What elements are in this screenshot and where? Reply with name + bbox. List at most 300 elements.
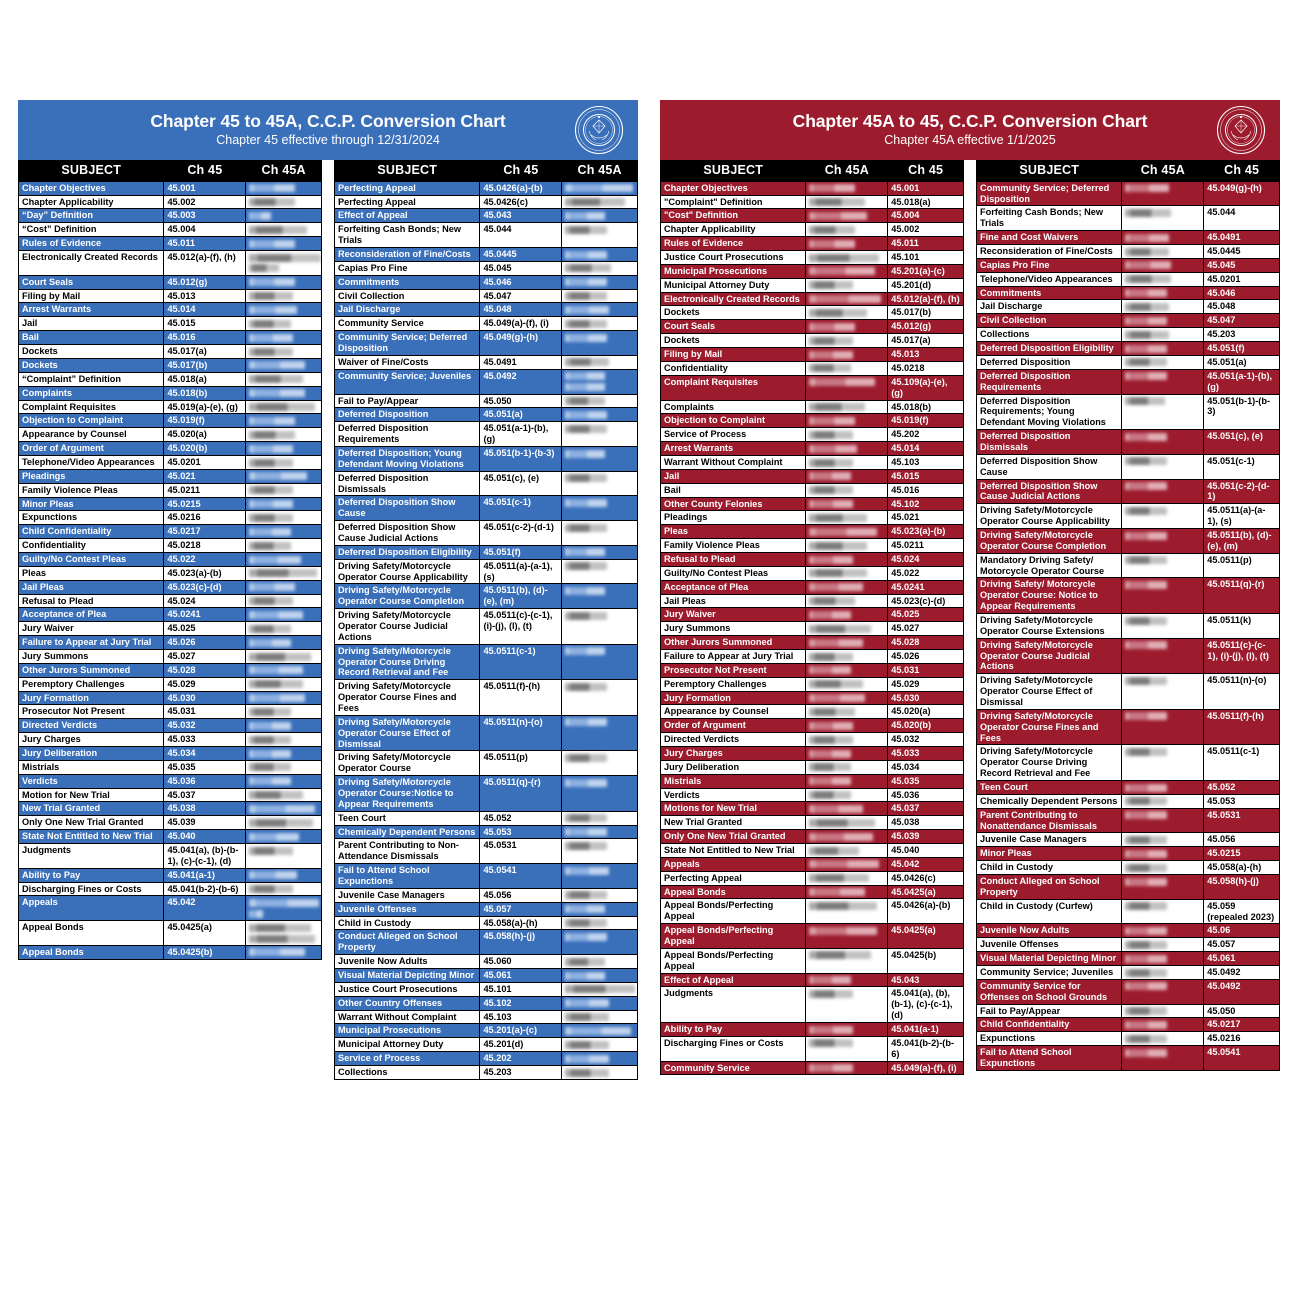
cell-subject: Ability to Pay [19,868,164,882]
redacted-value [565,933,607,941]
cell-ch45a [1122,479,1204,504]
cell-subject: State Not Entitled to New Trial [661,844,806,858]
redacted-value [249,611,303,619]
redacted-value [249,639,291,647]
redacted-value [249,833,299,841]
cell-ch45a [806,511,888,525]
table-row [19,483,322,497]
cell-ch45a [1122,394,1204,430]
cell-ch45a [806,924,888,949]
table-row [19,622,322,636]
cell-ch45: 45.051(c), (e) [1204,430,1280,455]
cell-ch45: 45.051(b-1)-(b-3) [1204,394,1280,430]
cell-ch45: 45.0492 [1204,979,1280,1004]
cell-ch45: 45.022 [164,552,246,566]
redacted-value [249,569,317,577]
right-conversion-table-a [660,160,964,1075]
cell-ch45a [1122,355,1204,369]
cell-ch45: 45.058(h)-(j) [1204,875,1280,900]
table-row [661,195,964,209]
cell-ch45: 45.002 [164,195,246,209]
cell-subject: Justice Court Prosecutions [335,982,480,996]
cell-ch45a [1122,1032,1204,1046]
cell-subject: Teen Court [335,811,480,825]
cell-subject: Conduct Alleged on School Property [335,930,480,955]
table-row [19,580,322,594]
cell-ch45: 45.061 [480,969,562,983]
cell-ch45: 45.012(g) [888,320,964,334]
table-row [661,844,964,858]
table-row [661,223,964,237]
redacted-value [565,306,609,314]
cell-ch45: 45.0426(c) [480,195,562,209]
table-row [661,885,964,899]
cell-ch45: 45.0511(q)-(r) [1204,578,1280,614]
table-row [977,808,1280,833]
table-row [661,649,964,663]
table-row [977,394,1280,430]
cell-ch45: 45.051(f) [1204,342,1280,356]
cell-ch45a [806,181,888,195]
left-chart-column-b [334,160,638,1080]
cell-ch45a [562,289,638,303]
cell-subject: Mandatory Driving Safety/ Motorcycle Operator Course [977,553,1122,578]
table-row [335,751,638,776]
cell-ch45: 45.0511(a)-(a-1), (s) [480,559,562,584]
table-row [977,1004,1280,1018]
cell-subject: Other Jurors Summoned [661,636,806,650]
cell-subject: Family Violence Pleas [661,539,806,553]
cell-ch45: 45.014 [888,442,964,456]
table-row [977,231,1280,245]
cell-ch45: 45.036 [888,788,964,802]
cell-subject: Community Service [661,1061,806,1075]
table-row [19,400,322,414]
redacted-value [249,445,293,453]
cell-ch45: 45.012(a)-(f), (h) [164,251,246,276]
cell-ch45a [1122,342,1204,356]
cell-ch45: 45.056 [1204,833,1280,847]
cell-ch45: 45.041(a), (b)-(b-1), (c)-(c-1), (d) [164,844,246,869]
cell-ch45: 45.029 [164,677,246,691]
cell-ch45: 45.0541 [1204,1046,1280,1071]
table-row [661,552,964,566]
cell-subject: Jury Formation [661,691,806,705]
cell-subject: Judgments [661,987,806,1023]
cell-ch45: 45.011 [164,237,246,251]
cell-subject: Dockets [661,334,806,348]
cell-ch45a [246,816,322,830]
cell-ch45: 45.030 [164,691,246,705]
cell-ch45a [806,414,888,428]
cell-subject: Child in Custody [977,861,1122,875]
table-row [335,888,638,902]
cell-ch45: 45.0511(f)-(h) [480,680,562,716]
table-row [19,195,322,209]
cell-ch45: 45.0511(a)-(a-1), (s) [1204,504,1280,529]
table-row [19,733,322,747]
table-row [977,861,1280,875]
cell-ch45: 45.033 [888,746,964,760]
left-conversion-table-b [334,160,638,1080]
cell-ch45a [806,195,888,209]
cell-ch45a [1122,899,1204,924]
table-row [335,715,638,751]
cell-ch45: 45.0511(k) [1204,613,1280,638]
redacted-value [565,1041,609,1049]
cell-ch45: 45.028 [888,636,964,650]
cell-subject: Deferred Disposition Dismissals [977,430,1122,455]
redacted-value [565,184,633,192]
cell-ch45: 45.048 [480,303,562,317]
table-row [977,300,1280,314]
table-row [19,802,322,816]
cell-ch45a [562,422,638,447]
table-row [335,408,638,422]
cell-ch45a [806,844,888,858]
table-row [661,181,964,195]
cell-subject: Justice Court Prosecutions [661,251,806,265]
cell-subject: Pleas [19,566,164,580]
cell-subject: Juvenile Case Managers [977,833,1122,847]
redacted-value [249,361,305,369]
cell-ch45a [246,719,322,733]
cell-subject: Community Service; Juveniles [335,369,480,394]
cell-subject: Electronically Created Records [661,292,806,306]
redacted-value [565,1055,609,1063]
cell-ch45: 45.0445 [1204,245,1280,259]
cell-subject: Chemically Dependent Persons [335,825,480,839]
cell-ch45: 45.059 (repealed 2023) [1204,899,1280,924]
cell-ch45a [1122,966,1204,980]
cell-ch45a [1122,674,1204,710]
cell-subject: Juvenile Case Managers [335,888,480,902]
table-row [19,705,322,719]
cell-subject: Collections [977,328,1122,342]
cell-ch45: 45.013 [164,289,246,303]
cell-ch45: 45.001 [888,181,964,195]
cell-subject: Driving Safety/Motorcycle Operator Course Fines and Fees [335,680,480,716]
cell-ch45a [1122,847,1204,861]
cell-ch45: 45.056 [480,888,562,902]
table-row [19,636,322,650]
cell-ch45: 45.0425(a) [888,924,964,949]
redacted-value [249,736,291,744]
cell-ch45: 45.019(f) [164,414,246,428]
redacted-value [249,885,293,893]
redacted-value [565,1013,609,1021]
table-row [335,195,638,209]
cell-ch45a [806,1036,888,1061]
redacted-value [249,264,279,272]
cell-ch45: 45.103 [888,455,964,469]
cell-ch45: 45.015 [164,317,246,331]
cell-subject: Failure to Appear at Jury Trial [661,649,806,663]
redacted-value [565,814,607,822]
cell-ch45a [246,566,322,580]
table-row [335,545,638,559]
cell-ch45a [806,209,888,223]
cell-ch45a [1122,300,1204,314]
redacted-value [249,597,293,605]
cell-ch45: 45.051(b-1)-(b-3) [480,446,562,471]
redacted-value [249,184,295,192]
cell-subject: Peremptory Challenges [661,677,806,691]
cell-ch45: 45.0511(c-1) [1204,745,1280,781]
table-row [977,924,1280,938]
cell-ch45a [562,545,638,559]
table-row [335,916,638,930]
cell-ch45a [1122,745,1204,781]
cell-ch45a [1122,454,1204,479]
cell-ch45: 45.048 [1204,300,1280,314]
cell-subject: Jail Pleas [661,594,806,608]
cell-ch45a [246,802,322,816]
cell-ch45a [562,776,638,812]
cell-ch45: 45.0215 [1204,847,1280,861]
cell-subject: Objection to Complaint [661,414,806,428]
table-row [977,794,1280,808]
cell-ch45: 45.0211 [164,483,246,497]
cell-subject: Arrest Warrants [19,303,164,317]
redacted-value [565,383,605,391]
cell-subject: Reconsideration of Fine/Costs [977,245,1122,259]
cell-ch45a [806,580,888,594]
cell-ch45a [806,292,888,306]
cell-ch45a [562,982,638,996]
cell-ch45: 45.051(f) [480,545,562,559]
redacted-value [565,891,607,899]
cell-ch45: 45.041(b-2)-(b-6) [888,1036,964,1061]
redacted-value [249,708,291,716]
cell-ch45a [806,871,888,885]
table-row [661,871,964,885]
table-row [19,774,322,788]
cell-ch45: 45.025 [164,622,246,636]
cell-ch45a [1122,245,1204,259]
col-header-ch45a: Ch 45A [246,161,322,182]
col-header-subject: SUBJECT [977,161,1122,182]
cell-subject: Jail Discharge [977,300,1122,314]
table-row [661,375,964,400]
cell-ch45a [1122,861,1204,875]
cell-ch45: 45.017(a) [164,345,246,359]
table-row [19,372,322,386]
cell-ch45a [1122,181,1204,206]
cell-ch45a [806,400,888,414]
table-header-row [335,161,638,182]
cell-ch45: 45.042 [888,857,964,871]
cell-ch45: 45.050 [480,394,562,408]
right-conversion-table-b [976,160,1280,1071]
table-row [661,987,964,1023]
table-row [335,394,638,408]
cell-ch45a [246,209,322,223]
cell-ch45: 45.0492 [480,369,562,394]
right-chart-column-b [976,160,1280,1075]
table-row [661,483,964,497]
cell-ch45: 45.0215 [164,497,246,511]
table-row [661,455,964,469]
cell-ch45: 45.027 [164,649,246,663]
cell-subject: Waiver of Fine/Costs [335,355,480,369]
table-row [19,677,322,691]
table-row [19,428,322,442]
cell-subject: Confidentiality [19,539,164,553]
cell-subject: Community Service for Offenses on School Grounds [977,979,1122,1004]
cell-ch45: 45.012(a)-(f), (h) [888,292,964,306]
cell-subject: Driving Safety/ Motorcycle Operator Course: Notice to Appear Requirements [977,578,1122,614]
redacted-value [565,1069,609,1077]
table-row [19,317,322,331]
table-row [19,566,322,580]
cell-ch45a [806,608,888,622]
table-row [19,945,322,959]
cell-subject: Deferred Disposition Show Cause [335,496,480,521]
cell-ch45: 45.026 [164,636,246,650]
cell-ch45a [562,1024,638,1038]
left-conversion-table-a [18,160,322,960]
cell-subject: Prosecutor Not Present [19,705,164,719]
cell-ch45a [562,369,638,394]
cell-subject: Electronically Created Records [19,251,164,276]
cell-ch45: 45.051(c-1) [480,496,562,521]
cell-subject: Acceptance of Plea [661,580,806,594]
cell-ch45: 45.035 [888,774,964,788]
cell-ch45a [246,181,322,195]
redacted-value [249,924,311,932]
cell-subject: Judgments [19,844,164,869]
redacted-value [565,842,607,850]
cell-ch45a [246,580,322,594]
table-row [19,414,322,428]
table-row [335,1024,638,1038]
cell-subject: Capias Pro Fine [977,258,1122,272]
cell-ch45a [1122,528,1204,553]
col-header-ch45: Ch 45 [1204,161,1280,182]
cell-ch45: 45.0511(b), (d)-(e), (m) [480,584,562,609]
cell-subject: Driving Safety/Motorcycle Operator Course Judicial Actions [977,638,1122,674]
cell-ch45: 45.0426(a)-(b) [480,181,562,195]
table-row [661,636,964,650]
table-row [977,528,1280,553]
table-row [19,816,322,830]
redacted-value [249,459,293,467]
cell-ch45: 45.060 [480,955,562,969]
cell-ch45a [562,317,638,331]
cell-ch45: 45.202 [480,1052,562,1066]
cell-subject: Municipal Attorney Duty [661,278,806,292]
cell-ch45: 45.020(b) [164,442,246,456]
left-chart-title: Chapter 45 to 45A, C.C.P. Conversion Chart [150,111,506,131]
cell-ch45a [1122,794,1204,808]
cell-ch45: 45.049(a)-(f), (i) [480,317,562,331]
cell-subject: Appeal Bonds/Perfecting Appeal [661,924,806,949]
cell-ch45: 45.101 [480,982,562,996]
cell-ch45: 45.049(g)-(h) [1204,181,1280,206]
table-row [661,677,964,691]
table-row [335,248,638,262]
cell-subject: Civil Collection [977,314,1122,328]
cell-ch45: 45.0216 [1204,1032,1280,1046]
cell-ch45a [246,442,322,456]
cell-ch45a [806,306,888,320]
cell-ch45a [246,400,322,414]
cell-ch45: 45.016 [164,331,246,345]
cell-ch45a [806,705,888,719]
redacted-value [565,212,605,220]
table-row [335,902,638,916]
cell-ch45: 45.041(a-1) [888,1023,964,1037]
cell-subject: Complaint Requisites [19,400,164,414]
cell-ch45: 45.051(c-2)-(d-1) [480,521,562,546]
cell-ch45: 45.024 [164,594,246,608]
cell-ch45a [246,552,322,566]
cell-ch45: 45.021 [164,469,246,483]
cell-ch45: 45.051(a) [1204,355,1280,369]
cell-ch45a [246,358,322,372]
table-row [661,608,964,622]
cell-ch45a [246,921,322,946]
cell-ch45a [246,483,322,497]
cell-subject: Chapter Applicability [19,195,164,209]
cell-ch45: 45.052 [1204,781,1280,795]
redacted-value [565,499,607,507]
redacted-value [249,819,313,827]
redacted-value [565,612,607,620]
cell-subject: Perfecting Appeal [335,181,480,195]
table-row [661,719,964,733]
cell-ch45a [246,594,322,608]
cell-subject: Pleadings [661,511,806,525]
table-row [661,802,964,816]
cell-subject: Teen Court [977,781,1122,795]
cell-subject: Driving Safety/Motorcycle Operator Course Completion [335,584,480,609]
cell-subject: "Cost" Definition [661,209,806,223]
cell-ch45: 45.020(b) [888,719,964,733]
table-row [335,496,638,521]
cell-ch45a [1122,979,1204,1004]
cell-subject: Rules of Evidence [19,237,164,251]
cell-ch45a [1122,314,1204,328]
cell-subject: Other County Felonies [661,497,806,511]
cell-subject: Jail Discharge [335,303,480,317]
table-row [19,237,322,251]
cell-ch45a [562,1010,638,1024]
cell-ch45a [246,705,322,719]
cell-ch45a [806,469,888,483]
cell-ch45a [246,896,322,921]
cell-ch45: 45.201(d) [480,1038,562,1052]
cell-ch45a [246,733,322,747]
table-row [335,644,638,680]
cell-ch45a [246,636,322,650]
cell-ch45a [562,471,638,496]
cell-subject: Visual Material Depicting Minor [335,969,480,983]
table-row [19,868,322,882]
cell-ch45a [246,511,322,525]
redacted-value [249,805,315,813]
table-row [19,289,322,303]
cell-subject: Motions for New Trial [661,802,806,816]
cell-ch45a [1122,613,1204,638]
table-row [661,733,964,747]
table-row [661,306,964,320]
cell-ch45a [562,955,638,969]
redacted-value [249,528,291,536]
table-row [661,539,964,553]
cell-subject: Child Confidentiality [19,525,164,539]
